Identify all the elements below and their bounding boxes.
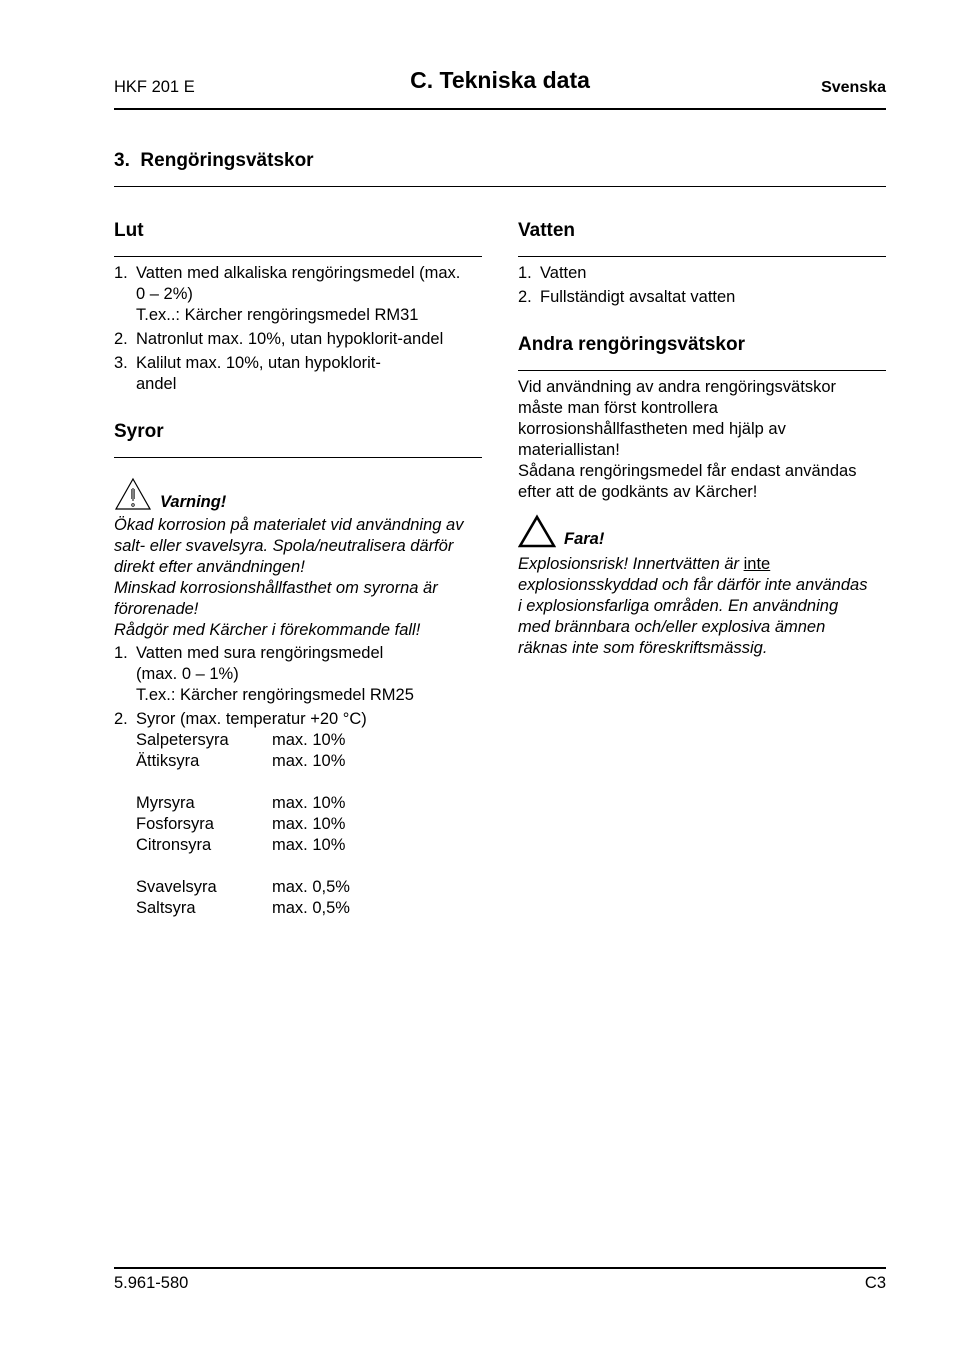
lut-heading: Lut [114,220,144,241]
section-name: Rengöringsvätskor [140,150,314,171]
andra-heading: Andra rengöringsvätskor [518,334,745,355]
andra-text: Vid användning av andra rengöringsvätskor måste man först kontrollera korrosionshållfastheten med hjälp av materiallistan! Sådana rengöringsmedel får endast användas efter att de godkänts av Kärcher! [518,378,857,501]
list-item: 2. Syror (max. temperatur +20 °C) Salpetersyra max. 10% Ättiksyra max. 10% Myrsyra max. 10% Fosforsyra max. 10% Citronsyra max. 10% Svavelsyra max. 0,5% Saltsyra max. 0,5% [114,709,484,919]
vatten-heading: Vatten [518,220,576,241]
list-item: 3. Kalilut max. 10%, utan hypoklorit- andel [114,354,381,393]
section-number: 3. [114,150,130,171]
danger-triangle-icon [518,514,556,548]
acid-row: Ättiksyra max. 10% [136,752,346,770]
list-item: 2. Fullständigt avsaltat vatten [518,288,736,306]
syror-heading: Syror [114,421,164,442]
lut-list [114,263,484,395]
acid-table [136,730,484,919]
footer-divider [114,1267,886,1269]
warning-triangle-icon [114,477,152,511]
acid-row: Svavelsyra max. 0,5% [136,878,350,896]
vatten-divider [518,256,886,257]
footer-part-number: 5.961-580 [114,1274,189,1292]
page-title: C. Tekniska data [410,67,590,93]
footer-page-number: C3 [864,1274,886,1292]
syror-list [114,643,484,919]
acid-row: Fosforsyra max. 10% [136,815,346,833]
list-item: 1. Vatten med sura rengöringsmedel (max. 0 – 1%) T.ex.: Kärcher rengöringsmedel RM25 [114,644,414,704]
list-item: 1. Vatten [518,264,587,282]
warning-block [114,477,484,511]
header-model: HKF 201 E [114,78,195,96]
acid-row: Citronsyra max. 10% [136,836,346,854]
header-divider [114,108,886,110]
lut-divider [114,256,482,257]
danger-label: Fara! [564,530,605,548]
warning-label: Varning! [160,493,227,511]
section-divider [114,186,886,187]
andra-divider [518,370,886,371]
list-item: 2. Natronlut max. 10%, utan hypoklorit-andel [114,330,444,348]
danger-block [518,514,888,548]
vatten-list [518,263,888,308]
header-language: Svenska [821,79,886,96]
danger-emphasis: inte [743,555,771,573]
syror-divider [114,457,482,458]
danger-text: Explosionsrisk! Innertvätten är inte explosionsskyddad och får därför inte användas i explosionsfarliga områden. En användning med brännbara och/eller explosiva ämnen räknas inte som föreskriftsmässig. [518,555,868,657]
warning-text: Ökad korrosion på materialet vid användning av salt- eller svavelsyra. Spola/neutralisera därför direkt efter användningen! Minskad korrosionshållfasthet om syrorna är förorenade! Rådgör med Kärcher i förekommande fall! [114,516,464,639]
acid-row: Salpetersyra max. 10% [136,731,346,749]
acid-row: Myrsyra max. 10% [136,794,346,812]
acid-row: Saltsyra max. 0,5% [136,899,350,917]
section-title [114,150,314,171]
list-item: 1. Vatten med alkaliska rengöringsmedel (max. 0 – 2%) T.ex..: Kärcher rengöringsmedel RM31 [114,264,461,324]
